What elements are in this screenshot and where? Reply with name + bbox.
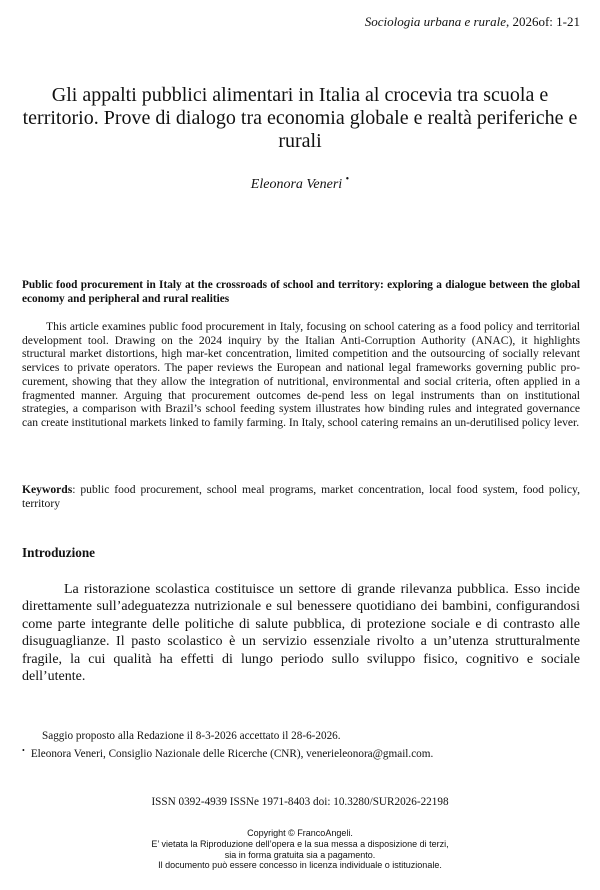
- author-footnote-mark: •: [345, 174, 350, 185]
- keywords: [22, 483, 580, 510]
- copyright-line: Il documento può essere concesso in licenza individuale o istituzionale.: [158, 860, 442, 871]
- article-title: Gli appalti pubblici alimentari in Italia al crocevia tra scuola e territorio. Prove di dialogo tra economia globale e realtà periferiche e rurali: [22, 84, 578, 152]
- section-heading: Introduzione: [22, 545, 96, 560]
- author-footnote: [22, 744, 580, 761]
- copyright-line: sia in forma gratuita sia a pagamento.: [224, 849, 376, 860]
- journal-year-pages: , 2026of: 1-21: [505, 14, 580, 29]
- english-title: Public food procurement in Italy at the crossroads of school and territory: exploring a dialogue between the global economy and peripheral and rural realities: [22, 279, 580, 305]
- article-author: [0, 174, 600, 193]
- author-note-mark: •: [22, 746, 25, 755]
- abstract: This article examines public food procurement in Italy, focusing on school catering as a food policy and territorial development tool. Drawing on the 2024 inquiry by the Italian Anti-Corruption Authority (ANAC), it highlights structural market distortions, high mar-ket concentration, limited competition and the outsourcing of socially relevant services to private operators. The paper reviews the European and national legal frameworks governing public pro-curement, showing that they allow the integration of nutritional, environmental and social criteria, often applied in a fragmented manner. Arguing that procurement outcomes de-pend less on legal instruments than on institutional strategies, a comparison with Brazil’s school feeding system illustrates how binding rules and integrated governance can create institutional markets linked to family farming. In Italy, school catering remains an un-derutilised policy lever.: [22, 320, 580, 429]
- submission-note: Saggio proposto alla Redazione il 8-3-2026 accettato il 28-6-2026.: [42, 730, 341, 742]
- keywords-text: : public food procurement, school meal programs, market concentration, local food system, food policy, territory: [22, 483, 580, 510]
- running-header: [365, 14, 580, 30]
- issn-doi-line: ISSN 0392-4939 ISSNe 1971-8403 doi: 10.3280/SUR2026-22198: [151, 796, 449, 808]
- copyright-line: Copyright © FrancoAngeli.: [247, 828, 353, 838]
- copyright-line: E’ vietata la Riproduzione dell’opera e la sua messa a disposizione di terzi,: [151, 838, 449, 849]
- copyright-notice: [0, 828, 600, 871]
- author-name: Eleonora Veneri: [250, 177, 343, 192]
- intro-paragraph: La ristorazione scolastica costituisce un settore di grande rilevanza pubblica. Esso incide direttamente sull’adeguatezza nutrizionale e sul benessere quotidiano dei bambini, configurandosi come parte integrante delle politiche di salute pubblica, di protezione sociale e di contrasto alle disuguaglianze. Il pasto scolastico è un servizio essenziale rivolto a un’utenza strutturalmente fragile, la cui qualità ha effetti di lungo periodo sullo sviluppo fisico, cognitivo e sociale dell’utente.: [22, 582, 580, 685]
- journal-name: Sociologia urbana e rurale: [364, 14, 506, 29]
- author-affiliation: Eleonora Veneri, Consiglio Nazionale delle Ricerche (CNR), venerieleonora@gmail.com.: [30, 748, 434, 760]
- keywords-label: Keywords: [22, 483, 73, 496]
